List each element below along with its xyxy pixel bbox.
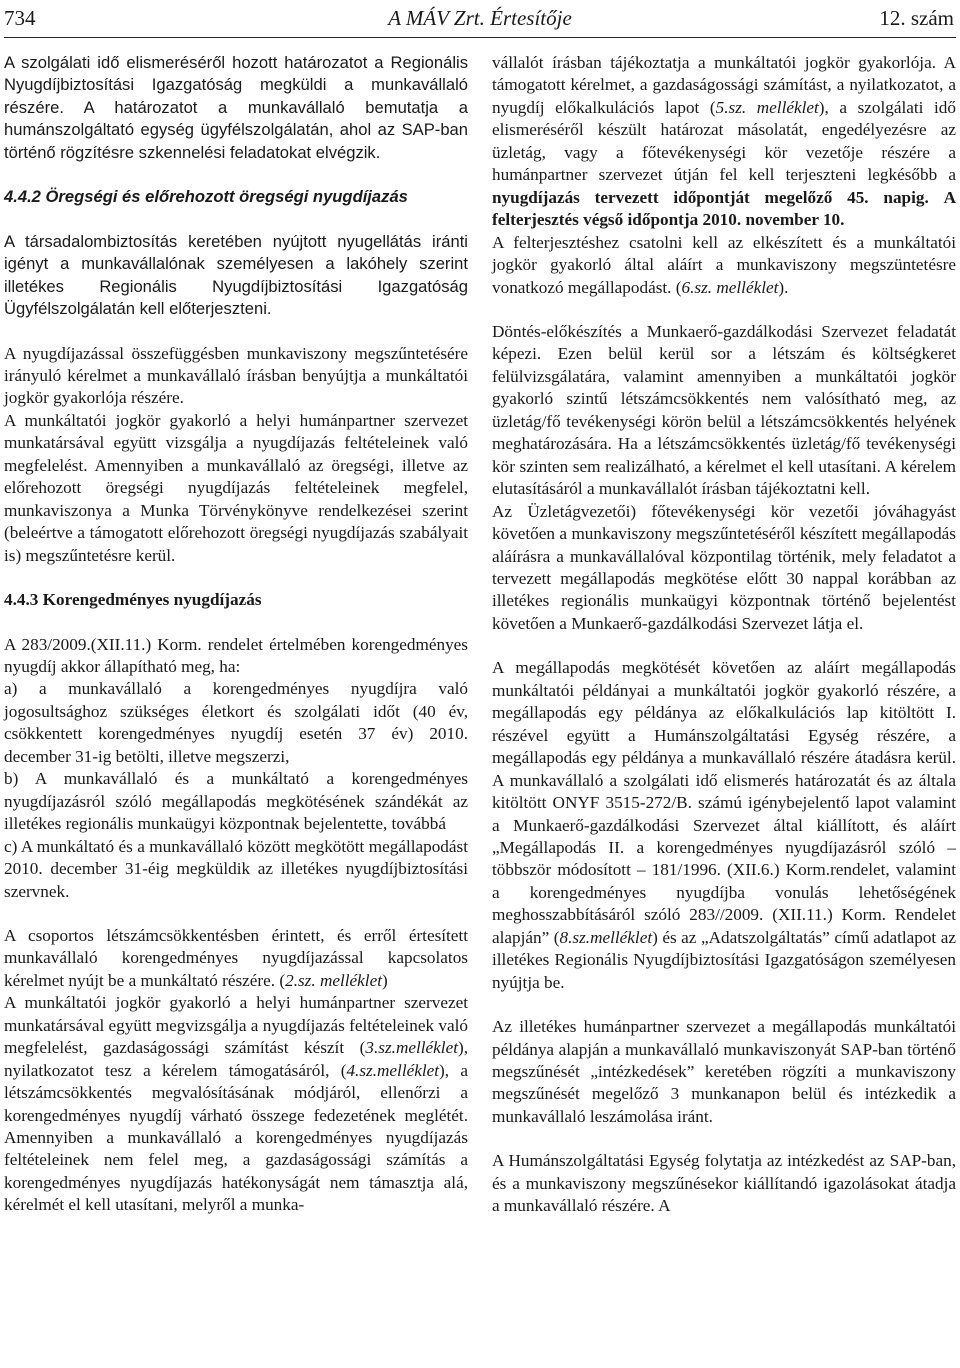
header-rule <box>4 37 956 38</box>
final-deadline-text: A felterjesztés végső időpontja 2010. november 10. <box>492 187 956 230</box>
right-column <box>492 52 956 1218</box>
left-column <box>4 52 468 1217</box>
paragraph: A felterjesztéshez csatolni kell az elkészített és a munkáltatói jogkör gyakorló által aláírt a munkaviszony megszüntetésre vonatkozó megállapodást. (6.sz. melléklet). <box>492 232 956 297</box>
paragraph: A nyugdíjazással összefüggésben munkaviszony megszűntetésére irányuló kérelmet a munkavállaló írásban benyújtja a munkáltatói jogkör gyakorlója részére. <box>4 343 468 408</box>
annex-reference: 3.sz.melléklet <box>365 1038 458 1058</box>
paragraph: A 283/2009.(XII.11.) Korm. rendelet értelmében korengedményes nyugdíj akkor állapítható meg, ha: <box>4 634 468 676</box>
list-item-b: b) A munkavállaló és a munkáltató a korengedményes nyugdíjazásról szóló megállapodás megkötésének szándékát az illetékes regionális munkaügyi központnak bejelentette, továbbá <box>4 769 468 834</box>
annex-reference: 4.sz.melléklet <box>346 1060 440 1080</box>
paragraph: vállalót írásban tájékoztatja a munkáltatói jogkör gyakorlója. A támogatott kérelmet, a gazdaságossági számítást, a nyilatkozatot, a nyugdíj előkalkulációs lapot (5.sz. melléklet), a szolgálati idő elismeréséről készült határozat másolatát, engedélyezésre az üzletág, vagy a főtevékenységi kör vezetője részére a humánpartner szervezet útján fel kell terjeszteni legkésőbb a nyugdíjazás tervezett időpontját megelőző 45. napig. A felterjesztés végső időpontja 2010. november 10. <box>492 53 956 230</box>
section-heading-4-4-2: 4.4.2 Öregségi és előrehozott öregségi nyugdíjazás <box>4 187 408 207</box>
page-number: 734 <box>4 6 36 30</box>
paragraph: A munkáltatói jogkör gyakorló a helyi humánpartner szervezet munkatársával együtt vizsgálja a nyugdíjazás feltételeinek való megfelelést. Amennyiben a munkavállaló az öregségi, illetve az előrehozott öregségi nyugdíjazás feltételeinek megfelel, munkaviszonya a Munka Törvénykönyve rendelkezései szerint (beleértve a támogatott előrehozott öregségi nyugdíjazás szabályait is) megszűntetésre kerül. <box>4 410 468 565</box>
paragraph: A munkáltatói jogkör gyakorló a helyi humánpartner szervezet munkatársával együtt megvizsgálja a nyugdíjazás feltételeinek való megfelelést, gazdaságossági számítást készít (3.sz.melléklet), nyilatkozatot tesz a kérelem támogatásáról, (4.sz.melléklet), a létszámcsökkentés megvalósításának módjáról, ellenőrzi a korengedményes nyugdíj várható összege fedezetének meglétét. Amennyiben a munkavállaló a korengedményes nyugdíjazás feltételeinek nem felel meg, a gazdaságossági számítás a korengedményes nyugdíjazás hatékonyságát nem támasztja alá, kérelmét el kell utasítani, melyről a munka- <box>4 993 468 1215</box>
page-header <box>0 0 960 36</box>
paragraph: A megállapodás megkötését követően az aláírt megállapodás munkáltatói példányai a munkáltatói jogkör gyakorló részére, a megállapodás egy példánya az előkalkulációs lap kitöltött I. részével együtt a Humánszolgáltatási Egység részére, a megállapodás egy példánya a munkavállaló részére átadásra kerül. A munkavállaló a szolgálati idő elismerés határozatát és az általa kitöltött ONYF 3515-272/B. számú igénybejelentő lapot valamint a Munkaerő-gazdálkodási Szervezet által kiállított, és aláírt „Megállapodás II. a korengedményes nyugdíjazásról szóló – többször módosított – 181/1996. (XII.6.) Korm.rendelet, valamint a korengedményes nyugdíjba vonulás lehetőségének meghosszabbításáról szóló 283//2009. (XII.11.) Korm. Rendelet alapján” (8.sz.melléklet) és az „Adatszolgáltatás” című adatlapot az illetékes Regionális Nyugdíjbiztosítási Igazgatóságon személyesen nyújtja be. <box>492 658 956 992</box>
list-item-a: a) a munkavállaló a korengedményes nyugdíjra való jogosultsághoz szükséges életkort és szolgálati időt (40 év, csökkentett korengedményes nyugdíj esetén 37 év) 2010. december 31-ig betölti, illetve megszerzi, <box>4 679 468 766</box>
issue-number: 12. szám <box>879 6 954 30</box>
annex-reference: 6.sz. melléklet <box>681 277 779 297</box>
paragraph: Döntés-előkészítés a Munkaerő-gazdálkodási Szervezet feladatát képezi. Ezen belül kerül sor a létszám és költségkeret felülvizsgálatára, valamint amennyiben a munkáltatói jogkör gyakorló szintű létszámcsökkentés nem valósítható meg, az üzletág/fő tevékenységi körön belül a létszámcsökkentés helyének meghatározására. Ha a létszámcsökkentés üzletág/fő tevékenységi kör szinten sem realizálható, a kérelmet el kell utasítani. A kérelem elutasításáról a munkavállalót írásban tájékoztatni kell. <box>492 321 956 499</box>
annex-reference: 8.sz.melléklet <box>559 927 653 947</box>
paragraph: A szolgálati idő elismeréséről hozott határozatot a Regionális Nyugdíjbiztosítási Igazgatóság megküldi a munkavállaló részére. A határozatot a munkavállaló bemutatja a humánszolgáltató egység ügyfélszolgálatán, ahol az SAP-ban történő rögzítésre szkennelési feladatokat elvégzik. <box>4 53 468 162</box>
paragraph: A csoportos létszámcsökkentésben érintett, és erről értesített munkavállaló korengedményes nyugdíjazással kapcsolatos kérelmet nyújt be a munkáltató részére. (2.sz. melléklet) <box>4 925 468 990</box>
annex-reference: 2.sz. melléklet <box>285 970 382 990</box>
paragraph: A Humánszolgáltatási Egység folytatja az intézkedést az SAP-ban, és a munkaviszony megszűnésekor kiállítandó igazolásokat átadja a munkavállaló részére. A <box>492 1151 956 1216</box>
list-item-c: c) A munkáltató és a munkavállaló között megkötött megállapodást 2010. december 31-éig megküldik az illetékes nyugdíjbiztosítási szervnek. <box>4 836 468 901</box>
annex-reference: 5.sz. melléklet <box>715 97 819 117</box>
deadline-text: nyugdíjazás tervezett időpontját megelőző 45. napig. <box>492 187 929 207</box>
paragraph: Az Üzletágvezetői) főtevékenységi kör vezetői jóváhagyást követően a munkaviszony megszűntetéséről készített megállapodás aláírásra a munkavállalóval központilag történik, mely feladatot a tervezett megállapodás megkötése előtt 30 nappal korábban az illetékes regionális munkaügyi központnak történő bejelentést követően a Munkaerő-gazdálkodási Szervezet látja el. <box>492 501 956 633</box>
paragraph: Az illetékes humánpartner szervezet a megállapodás munkáltatói példánya alapján a munkavállaló munkaviszonyát SAP-ban történő megszűnését „intézkedések” keretében rögzíti a munkaviszony megszűnését megelőző 3 munkanapon belül és intézkedik a munkavállaló leszámolása iránt. <box>492 1017 956 1126</box>
paragraph: A társadalombiztosítás keretében nyújtott nyugellátás iránti igényt a munkavállalónak személyesen a lakóhely szerint illetékes Regionális Nyugdíjbiztosítási Igazgatóság Ügyfélszolgálatán kell előterjeszteni. <box>4 231 468 319</box>
section-heading-4-4-3: 4.4.3 Korengedményes nyugdíjazás <box>4 590 262 610</box>
journal-title: A MÁV Zrt. Értesítője <box>388 6 572 30</box>
